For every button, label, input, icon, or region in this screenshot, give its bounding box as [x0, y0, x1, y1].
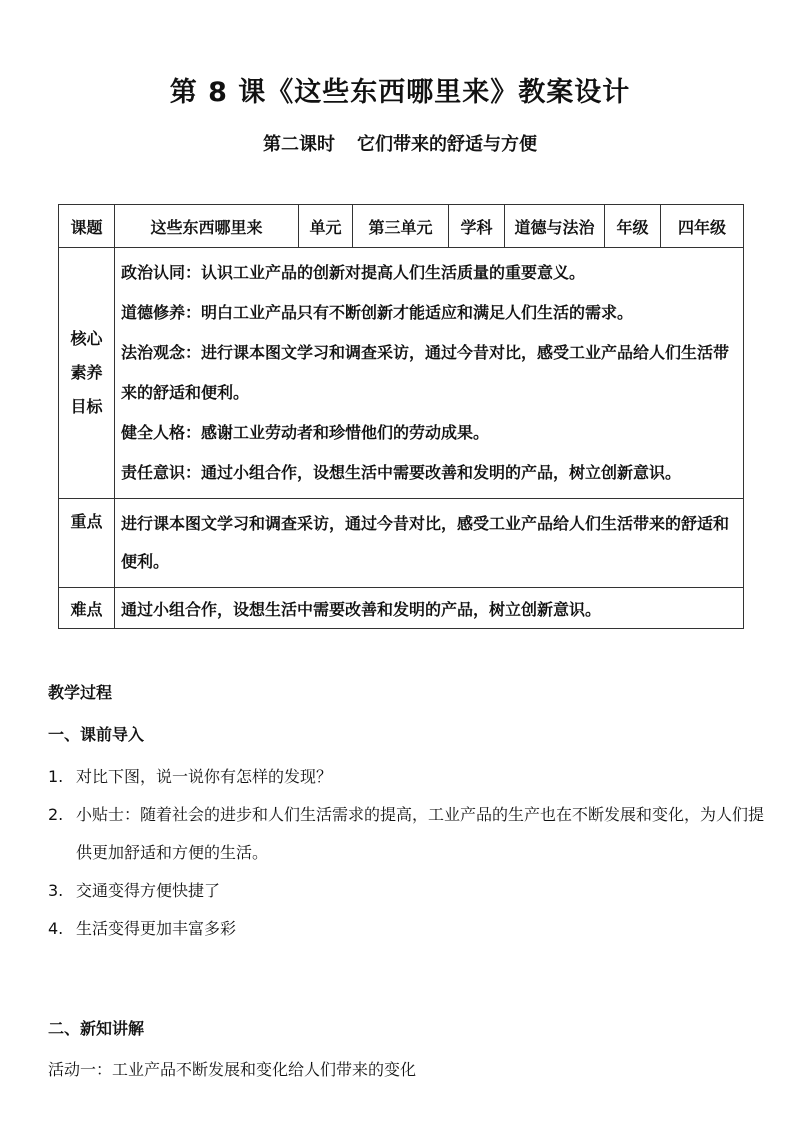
goal-item: 责任意识：通过小组合作，设想生活中需要改善和发明的产品，树立创新意识。 [121, 463, 682, 482]
section-2-title: 二、新知讲解 [48, 1019, 145, 1038]
goals-row [59, 248, 744, 499]
goals-label: 核心 素养 目标 [59, 248, 115, 499]
process-title: 教学过程 [48, 683, 113, 702]
grade-value: 四年级 [661, 205, 744, 248]
goals-content [115, 248, 744, 499]
lesson-period: 第二课时 [263, 134, 335, 155]
activity-1: 活动一：工业产品不断发展和变化给人们带来的变化 [48, 1060, 417, 1079]
lesson-topic: 它们带来的舒适与方便 [357, 134, 537, 155]
lesson-plan-table [58, 204, 744, 629]
goal-item: 道德修养：明白工业产品只有不断创新才能适应和满足人们生活的需求。 [121, 303, 634, 322]
topic-value: 这些东西哪里来 [115, 205, 299, 248]
key-point-label: 重点 [59, 499, 115, 588]
list-item: 2. 小贴士：随着社会的进步和人们生活需求的提高，工业产品的生产也在不断发展和变化，为人们提供更加舒适和方便的生活。 [48, 805, 765, 862]
goal-item: 政治认同：认识工业产品的创新对提高人们生活质量的重要意义。 [121, 263, 586, 282]
unit-label: 单元 [299, 205, 353, 248]
topic-label: 课题 [59, 205, 115, 248]
unit-value: 第三单元 [353, 205, 449, 248]
section-1-title: 一、课前导入 [48, 725, 145, 744]
subject-label: 学科 [449, 205, 505, 248]
difficulty-row [59, 588, 744, 629]
key-point-row [59, 499, 744, 588]
list-item: 3. 交通变得方便快捷了 [48, 881, 221, 900]
goal-item: 法治观念：进行课本图文学习和调查采访，通过今昔对比，感受工业产品给人们生活带来的舒适和便利。 [121, 343, 730, 402]
table-header-row [59, 205, 744, 248]
list-item: 4. 生活变得更加丰富多彩 [48, 919, 237, 938]
intro-list [48, 758, 768, 948]
document-subtitle [0, 130, 800, 156]
key-point-content: 进行课本图文学习和调查采访，通过今昔对比，感受工业产品给人们生活带来的舒适和便利。 [115, 499, 744, 588]
difficulty-content: 通过小组合作，设想生活中需要改善和发明的产品，树立创新意识。 [115, 588, 744, 629]
difficulty-label: 难点 [59, 588, 115, 629]
grade-label: 年级 [605, 205, 661, 248]
document-title: 第 8 课《这些东西哪里来》教案设计 [169, 77, 631, 108]
list-item: 1. 对比下图，说一说你有怎样的发现？ [48, 767, 333, 786]
subject-value: 道德与法治 [505, 205, 605, 248]
goal-item: 健全人格：感谢工业劳动者和珍惜他们的劳动成果。 [121, 423, 490, 442]
